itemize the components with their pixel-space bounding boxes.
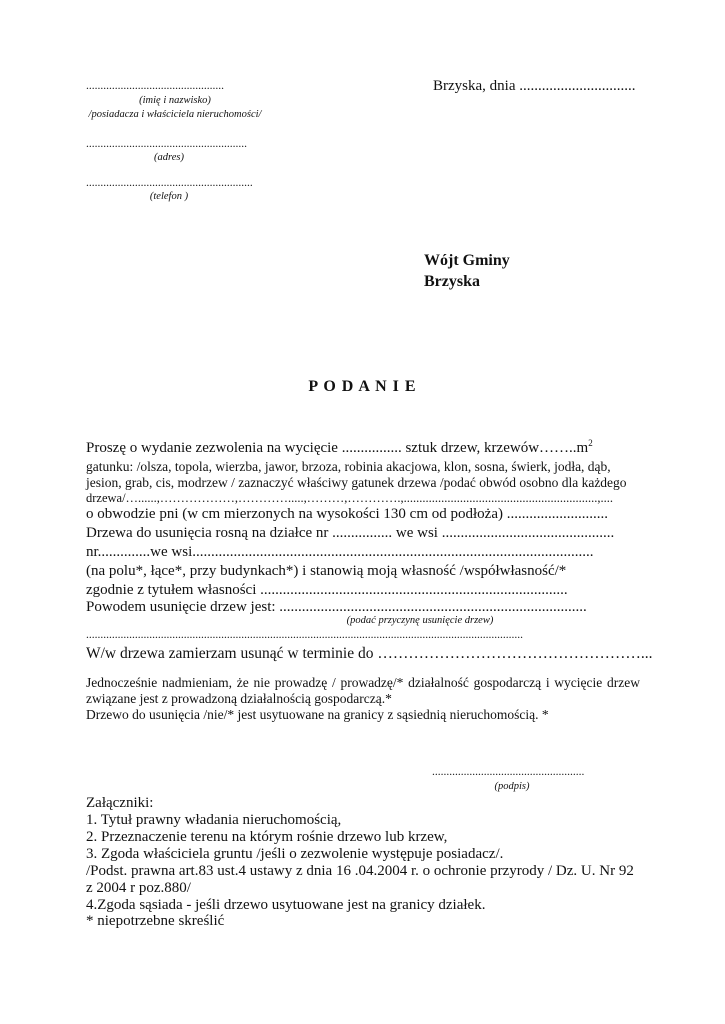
addressee-line-1: Wójt Gminy [424, 252, 510, 269]
statement-border: Drzewo do usunięcia /nie/* jest usytuowane na granicy z sąsiednią nieruchomością. * [86, 707, 549, 722]
name-dots: ................................................ [86, 80, 224, 92]
body-line-11: ........................................................................................................................................................ [86, 629, 523, 641]
owner-caption: /posiadacza i właściciela nieruchomości/ [88, 109, 262, 120]
signature-dots: ..................................................... [432, 766, 585, 778]
statement-activity: Jednocześnie nadmieniam, że nie prowadzę / prowadzę/* działalność gospodarczą i wycięcie drzew związane jest z prowadzoną działalnością gospodarczą.* [86, 675, 640, 706]
name-caption: (imię i nazwisko) [139, 95, 211, 106]
addressee-line-2: Brzyska [424, 273, 480, 290]
legal-basis-line-2: z 2004 r poz.880/ [86, 880, 191, 896]
legal-basis-line-1: /Podst. prawna art.83 ust.4 ustawy z dnia 16 .04.2004 r. o ochronie przyrody / Dz. U. Nr 92 [86, 863, 634, 879]
body-line-4: drzewa/…......,………………,………….....,………,………….,..............................................................,.... [86, 491, 614, 505]
attachments-heading: Załączniki: [86, 795, 154, 811]
body-line-1 [86, 438, 593, 457]
body-line-10: Powodem usunięcie drzew jest: .................................................................................. [86, 599, 587, 615]
place-date: Brzyska, dnia ............................... [433, 78, 636, 94]
address-dots: ........................................................ [86, 138, 247, 150]
phone-caption: (telefon ) [149, 191, 189, 202]
body-line-3: jesion, grab, cis, modrzew / zaznaczyć właściwy gatunek drzewa /podać obwód osobno dla każdego [86, 475, 627, 490]
body-line-6: Drzewa do usunięcia rosną na działce nr ................ we wsi .............................................. [86, 525, 615, 541]
body-line-9: zgodnie z tytułem własności .................................................................................. [86, 582, 568, 598]
signature-caption: (podpis) [494, 781, 530, 792]
body-line-7: nr..............we wsi........................................................................................................... [86, 544, 594, 560]
document-title: P O D A N I E [308, 378, 417, 395]
body-line-1-sup: 2 [588, 438, 593, 448]
address-caption: (adres) [154, 152, 184, 163]
body-line-5: o obwodzie pni (w cm mierzonych na wysokości 130 cm od podłoża) ........................... [86, 506, 608, 522]
footnote: * niepotrzebne skreślić [86, 913, 225, 929]
body-line-2: gatunku: /olsza, topola, wierzba, jawor, brzoza, robinia akacjowa, klon, sosna, świerk, jodła, dąb, [86, 459, 611, 474]
reason-caption: (podać przyczynę usunięcie drzew) [346, 615, 494, 626]
body-line-12: W/w drzewa zamierzam usunąć w terminie do ……………………………………………... [86, 645, 653, 662]
phone-dots: .......................................................... [86, 177, 253, 189]
attachment-item: 3. Zgoda właściciela gruntu /jeśli o zezwolenie występuje posiadacz/. [86, 846, 504, 862]
attachment-item: 2. Przeznaczenie terenu na którym rośnie drzewo lub krzew, [86, 829, 448, 845]
attachment-item: 1. Tytuł prawny władania nieruchomością, [86, 812, 342, 828]
body-line-1-text: Proszę o wydanie zezwolenia na wycięcie ................ sztuk drzew, krzewów……..m [86, 440, 589, 456]
body-line-8: (na polu*, łące*, przy budynkach*) i stanowią moją własność /współwłasność/* [86, 563, 567, 579]
attachment-item: 4.Zgoda sąsiada - jeśli drzewo usytuowane jest na granicy działek. [86, 897, 486, 913]
